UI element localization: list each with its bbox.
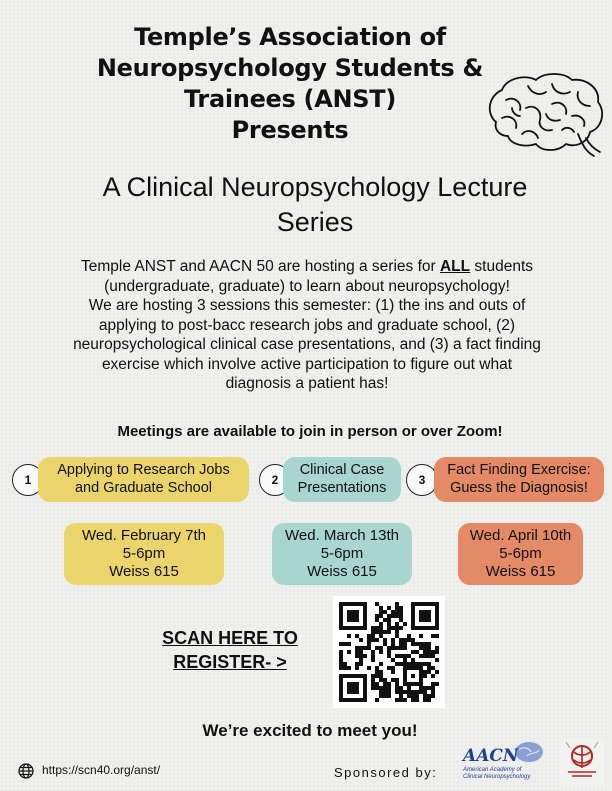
session-location: Weiss 615 [485, 563, 556, 580]
session-title-line: Clinical Case [299, 462, 385, 478]
session-date: Wed. March 13th [285, 527, 399, 544]
brain-icon [482, 70, 610, 162]
description-text: students [470, 258, 534, 275]
description-line: exercise which involve active participation to figure out what [101, 355, 513, 373]
description-line [12, 257, 602, 277]
session-date: Wed. April 10th [469, 527, 572, 544]
globe-icon [18, 763, 34, 779]
subtitle-line: A Clinical Neuropsychology Lecture [102, 172, 528, 202]
session-title-pill [283, 457, 401, 502]
title-line: Trainees (ANST) [183, 85, 397, 113]
lecture-series-subtitle [30, 170, 600, 240]
description-line: applying to post-bacc research jobs and graduate school, (2) [98, 316, 516, 334]
session-title-line: Presentations [297, 480, 387, 496]
session-number-badge: 1 [12, 464, 44, 496]
title-line: Neuropsychology Students & [96, 54, 484, 82]
session-title-pill [434, 457, 604, 502]
session-time: 5-6pm [320, 545, 364, 562]
session-title-line: Fact Finding Exercise: [447, 462, 591, 478]
description-line: diagnosis a patient has! [225, 375, 389, 392]
description-paragraph [12, 257, 602, 394]
session-title-pill [38, 457, 249, 502]
aacn-logo-subline: Clinical Neuropsychology [463, 774, 531, 780]
register-line: REGISTER- > [173, 652, 287, 672]
description-line: neuropsychological clinical case presentations, and (3) a fact finding [73, 336, 541, 353]
session-date-pill [458, 523, 583, 585]
emphasis-all: ALL [439, 258, 471, 275]
aacn-logo [457, 740, 549, 784]
session-title-line: Applying to Research Jobs [57, 462, 230, 478]
session-time: 5-6pm [499, 545, 542, 562]
scn40-logo-icon [560, 738, 604, 786]
description-line: We are hosting 3 sessions this semester: (1) the ins and outs of [88, 297, 526, 314]
description-text: Temple ANST and AACN 50 are hosting a series for [80, 258, 440, 275]
session-location: Weiss 615 [109, 563, 179, 580]
title-line: Temple’s Association of [134, 23, 446, 51]
website-link[interactable]: https://scn40.org/anst/ [42, 763, 161, 777]
session-number-badge: 2 [259, 464, 291, 496]
session-title-line: and Graduate School [74, 480, 213, 496]
session-date-pill [64, 523, 224, 585]
meetings-note: Meetings are available to join in person or over Zoom! [117, 423, 503, 440]
register-line: SCAN HERE TO [162, 628, 298, 648]
session-title-line: Guess the Diagnosis! [450, 480, 588, 496]
aacn-logo-subline: American Academy of [463, 767, 522, 773]
title-line: Presents [231, 116, 349, 144]
qr-code-graphic [333, 596, 445, 708]
subtitle-line: Series [276, 207, 354, 237]
sponsored-label: Sponsored by: [334, 765, 438, 780]
session-number-badge: 3 [406, 464, 438, 496]
aacn-logo-text: AACN [463, 746, 519, 766]
session-location: Weiss 615 [307, 563, 377, 580]
register-link[interactable] [140, 626, 320, 674]
page-title [40, 22, 540, 146]
session-date: Wed. February 7th [82, 527, 206, 544]
session-time: 5-6pm [122, 545, 166, 562]
aacn-logo-subtext [463, 767, 530, 781]
closing-message: We’re excited to meet you! [202, 721, 418, 740]
session-date-pill [272, 523, 412, 585]
qr-code-icon[interactable] [333, 596, 445, 708]
description-line: (undergraduate, graduate) to learn about neuropsychology! [104, 277, 510, 295]
